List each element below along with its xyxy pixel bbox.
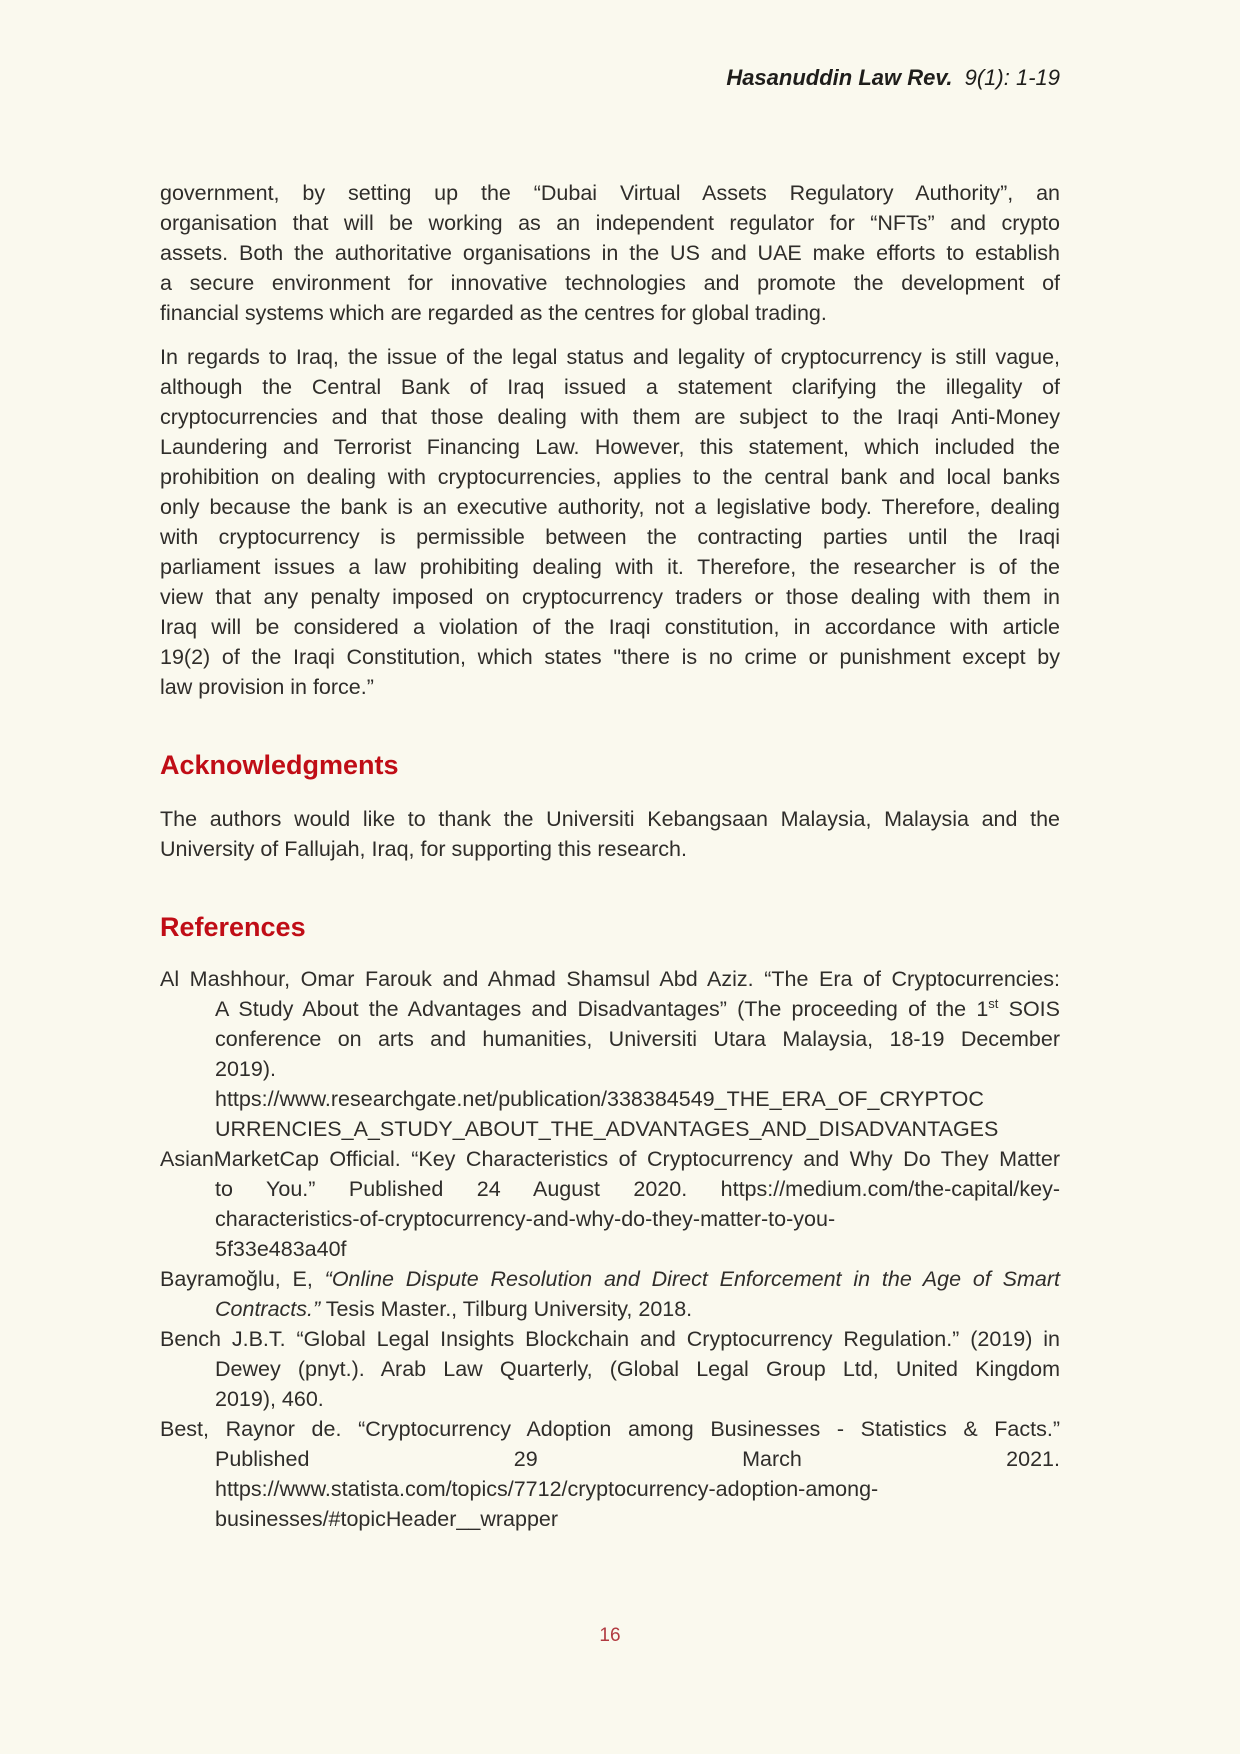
superscript-ordinal: st <box>988 995 999 1011</box>
text-line: view that any penalty imposed on cryptocurrency traders or those dealing with them in <box>160 585 1060 609</box>
text-line: law provision in force.” <box>160 675 374 699</box>
text-line: Published 29 March 2021. <box>215 1447 1060 1471</box>
reference-entry-asianmarketcap <box>160 1144 1060 1264</box>
acknowledgments-paragraph <box>160 804 1060 864</box>
text-line: conference on arts and humanities, Universiti Utara Malaysia, 18-19 December <box>215 1027 1060 1051</box>
text-line: organisation that will be working as an independent regulator for “NFTs” and crypto <box>160 211 1060 235</box>
text-line: assets. Both the authoritative organisations in the US and UAE make efforts to establish <box>160 241 1060 265</box>
text-line: with cryptocurrency is permissible between the contracting parties until the Iraqi <box>160 525 1060 549</box>
reference-url: https://www.researchgate.net/publication/338384549_THE_ERA_OF_CRYPTOC <box>215 1087 984 1111</box>
acknowledgments-heading: Acknowledgments <box>160 750 399 780</box>
reference-entry-best <box>160 1414 1060 1534</box>
reference-text: SOIS <box>998 997 1060 1021</box>
text-line: prohibition on dealing with cryptocurrencies, applies to the central bank and local banks <box>160 465 1060 489</box>
references-heading: References <box>160 912 306 942</box>
reference-url: URRENCIES_A_STUDY_ABOUT_THE_ADVANTAGES_AND_DISADVANTAGES <box>215 1117 999 1141</box>
reference-text: Tesis Master., Tilburg University, 2018. <box>320 1297 693 1321</box>
text-line: Dewey (pnyt.). Arab Law Quarterly, (Global Legal Group Ltd, United Kingdom <box>215 1357 1060 1381</box>
reference-url: characteristics-of-cryptocurrency-and-why-do-they-matter-to-you- <box>215 1207 836 1231</box>
reference-url: 5f33e483a40f <box>215 1237 347 1261</box>
reference-entry-bayramoglu <box>160 1264 1060 1324</box>
text-line: 2019). <box>215 1057 276 1081</box>
text-line: only because the bank is an executive authority, not a legislative body. Therefore, dealing <box>160 495 1060 519</box>
reference-title-italic: “Online Dispute Resolution and Direct Enforcement in the Age of Smart <box>324 1267 1060 1291</box>
reference-text: A Study About the Advantages and Disadvantages” (The proceeding of the 1 <box>215 997 989 1021</box>
text-line <box>160 1264 1060 1294</box>
text-line: to You.” Published 24 August 2020. https://medium.com/the-capital/key- <box>215 1177 1060 1201</box>
text-line: a secure environment for innovative technologies and promote the development of <box>160 271 1060 295</box>
paragraph-iraq-legality <box>160 342 1060 702</box>
text-line: parliament issues a law prohibiting dealing with it. Therefore, the researcher is of the <box>160 555 1060 579</box>
journal-header <box>160 0 1060 92</box>
text-line: Laundering and Terrorist Financing Law. However, this statement, which included the <box>160 435 1060 459</box>
page-content <box>160 0 1060 1648</box>
reference-url: businesses/#topicHeader__wrapper <box>215 1507 559 1531</box>
text-line: AsianMarketCap Official. “Key Characteristics of Cryptocurrency and Why Do They Matter <box>160 1147 1060 1171</box>
journal-issue: 9(1): 1-19 <box>964 65 1060 90</box>
text-line: cryptocurrencies and that those dealing with them are subject to the Iraqi Anti-Money <box>160 405 1060 429</box>
reference-text: Bayramoğlu, E, <box>160 1267 325 1291</box>
text-line: 2019), 460. <box>215 1387 324 1411</box>
text-line: Bench J.B.T. “Global Legal Insights Blockchain and Cryptocurrency Regulation.” (2019) in <box>160 1327 1060 1351</box>
text-line: government, by setting up the “Dubai Virtual Assets Regulatory Authority”, an <box>160 181 1060 205</box>
journal-title: Hasanuddin Law Rev. <box>726 65 953 90</box>
reference-list <box>160 964 1060 1534</box>
text-line: Best, Raynor de. “Cryptocurrency Adoption among Businesses - Statistics & Facts.” <box>160 1417 1060 1441</box>
reference-entry-al-mashhour <box>160 964 1060 1144</box>
text-line: Iraq will be considered a violation of the Iraqi constitution, in accordance with article <box>160 615 1060 639</box>
page-number: 16 <box>599 1625 621 1646</box>
text-line <box>160 994 1060 1024</box>
reference-title-italic: Contracts.” <box>215 1297 321 1321</box>
text-line: although the Central Bank of Iraq issued a statement clarifying the illegality of <box>160 375 1060 399</box>
reference-url: https://www.statista.com/topics/7712/cryptocurrency-adoption-among- <box>215 1477 879 1501</box>
text-line: 19(2) of the Iraqi Constitution, which states "there is no crime or punishment except by <box>160 645 1060 669</box>
text-line: Al Mashhour, Omar Farouk and Ahmad Shamsul Abd Aziz. “The Era of Cryptocurrencies: <box>160 967 1060 991</box>
reference-entry-bench <box>160 1324 1060 1414</box>
text-line: In regards to Iraq, the issue of the legal status and legality of cryptocurrency is still vague, <box>160 345 1060 369</box>
text-line: The authors would like to thank the Universiti Kebangsaan Malaysia, Malaysia and the <box>160 807 1060 831</box>
text-line: financial systems which are regarded as the centres for global trading. <box>160 301 827 325</box>
text-line: University of Fallujah, Iraq, for supporting this research. <box>160 837 687 861</box>
text-line <box>160 1294 1060 1324</box>
paragraph-crypto-regulators <box>160 178 1060 328</box>
